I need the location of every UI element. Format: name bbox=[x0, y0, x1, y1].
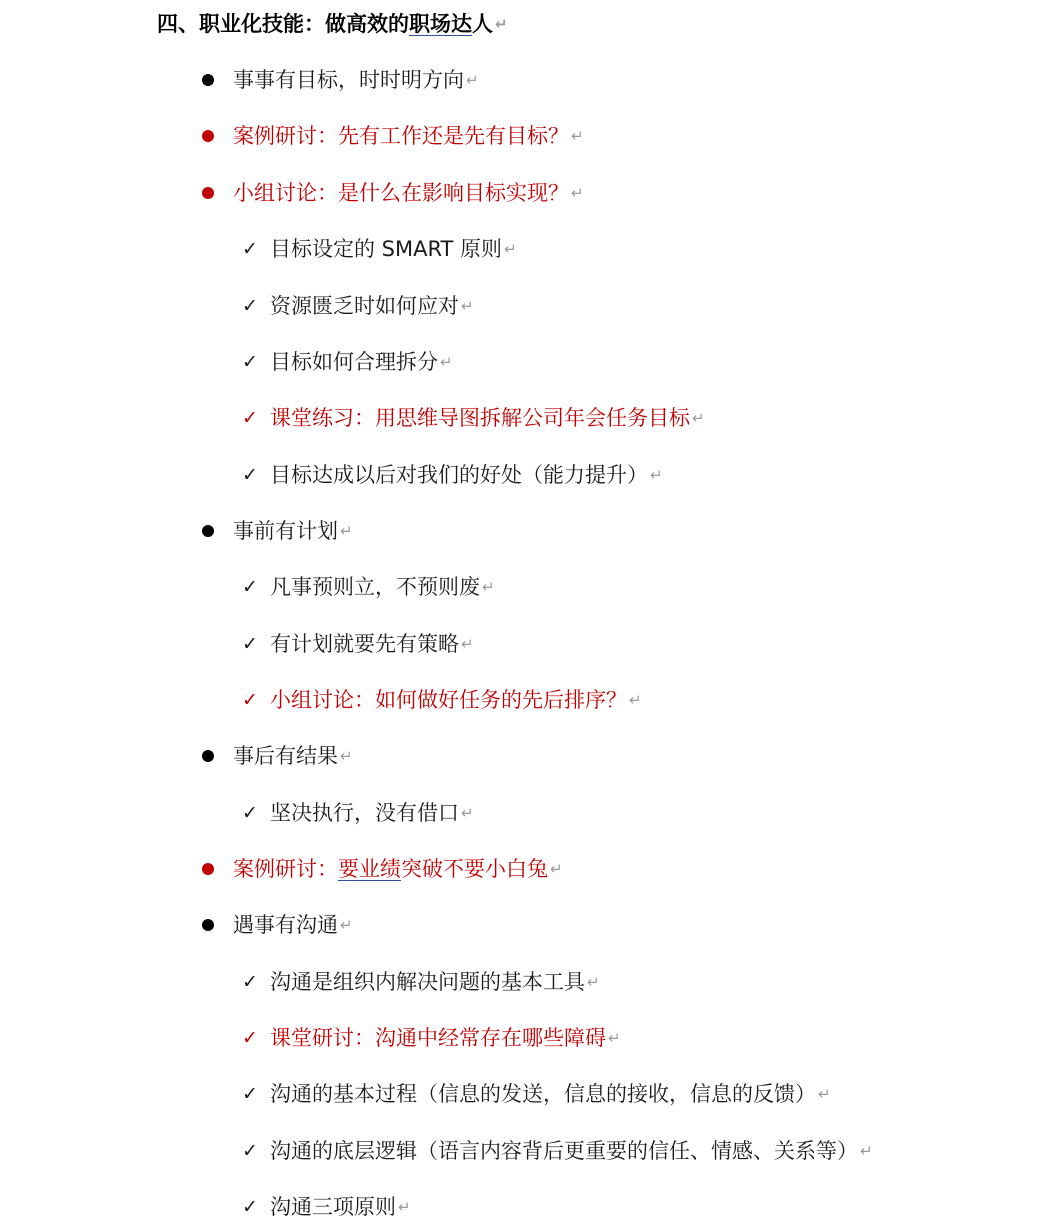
bullet-icon bbox=[202, 863, 214, 875]
check-icon: ✓ bbox=[242, 407, 258, 429]
list-item bbox=[202, 909, 353, 941]
paragraph-mark-icon: ↵ bbox=[818, 1085, 831, 1103]
list-item bbox=[240, 797, 474, 829]
list-item bbox=[202, 853, 563, 885]
list-item bbox=[240, 1135, 873, 1167]
list-item-text: 案例研讨： bbox=[233, 857, 338, 881]
list-item bbox=[202, 64, 479, 96]
check-icon: ✓ bbox=[242, 802, 258, 824]
bullet-icon bbox=[202, 130, 214, 142]
list-item bbox=[240, 459, 663, 491]
section-heading bbox=[157, 8, 508, 40]
list-item bbox=[240, 1078, 831, 1110]
paragraph-mark-icon: ↵ bbox=[860, 1142, 873, 1160]
list-item bbox=[202, 120, 584, 152]
list-item-text: 目标设定的 SMART 原则 bbox=[270, 237, 503, 261]
check-icon: ✓ bbox=[242, 633, 258, 655]
paragraph-mark-icon: ↵ bbox=[692, 409, 705, 427]
list-item-text: 案例研讨：先有工作还是先有目标？ bbox=[233, 124, 569, 148]
paragraph-mark-icon: ↵ bbox=[495, 15, 508, 33]
list-item-text: 小组讨论：如何做好任务的先后排序？ bbox=[270, 688, 627, 712]
list-item bbox=[240, 1022, 621, 1054]
paragraph-mark-icon: ↵ bbox=[504, 240, 517, 258]
check-icon: ✓ bbox=[242, 464, 258, 486]
list-item bbox=[240, 402, 705, 434]
list-item-text: 事前有计划 bbox=[233, 519, 338, 543]
list-item-text: 课堂研讨：沟通中经常存在哪些障碍 bbox=[270, 1026, 606, 1050]
list-item-text: 目标达成以后对我们的好处（能力提升） bbox=[270, 463, 648, 487]
bullet-icon bbox=[202, 187, 214, 199]
list-item bbox=[240, 571, 495, 603]
bullet-icon bbox=[202, 74, 214, 86]
paragraph-mark-icon: ↵ bbox=[466, 71, 479, 89]
list-item-text: 凡事预则立，不预则废 bbox=[270, 575, 480, 599]
list-item bbox=[240, 966, 600, 998]
paragraph-mark-icon: ↵ bbox=[608, 1029, 621, 1047]
paragraph-mark-icon: ↵ bbox=[629, 691, 642, 709]
list-item bbox=[202, 177, 584, 209]
paragraph-mark-icon: ↵ bbox=[461, 635, 474, 653]
paragraph-mark-icon: ↵ bbox=[571, 184, 584, 202]
list-item bbox=[202, 740, 353, 772]
paragraph-mark-icon: ↵ bbox=[340, 747, 353, 765]
list-item bbox=[240, 1191, 411, 1223]
check-icon: ✓ bbox=[242, 689, 258, 711]
paragraph-mark-icon: ↵ bbox=[340, 522, 353, 540]
paragraph-mark-icon: ↵ bbox=[398, 1198, 411, 1216]
paragraph-mark-icon: ↵ bbox=[440, 353, 453, 371]
list-item bbox=[240, 290, 474, 322]
list-item-text-end: 突破不要小白兔 bbox=[401, 857, 548, 881]
list-item bbox=[240, 346, 453, 378]
list-item-text: 课堂练习：用思维导图拆解公司年会任务目标 bbox=[270, 406, 690, 430]
list-item-text: 沟通是组织内解决问题的基本工具 bbox=[270, 970, 585, 994]
heading-underlined-text: 职场达 bbox=[409, 12, 472, 36]
bullet-icon bbox=[202, 750, 214, 762]
list-item bbox=[202, 515, 353, 547]
heading-text-end: 人 bbox=[472, 12, 493, 36]
bullet-icon bbox=[202, 919, 214, 931]
paragraph-mark-icon: ↵ bbox=[461, 297, 474, 315]
paragraph-mark-icon: ↵ bbox=[571, 127, 584, 145]
heading-text: 四、职业化技能：做高效的 bbox=[157, 12, 409, 36]
paragraph-mark-icon: ↵ bbox=[461, 804, 474, 822]
list-item bbox=[240, 628, 474, 660]
paragraph-mark-icon: ↵ bbox=[482, 578, 495, 596]
check-icon: ✓ bbox=[242, 1140, 258, 1162]
list-item-text: 坚决执行，没有借口 bbox=[270, 801, 459, 825]
check-icon: ✓ bbox=[242, 351, 258, 373]
list-item bbox=[240, 684, 642, 716]
list-item-text: 事后有结果 bbox=[233, 744, 338, 768]
list-item-text: 小组讨论：是什么在影响目标实现？ bbox=[233, 181, 569, 205]
check-icon: ✓ bbox=[242, 971, 258, 993]
list-item-text: 沟通的基本过程（信息的发送，信息的接收，信息的反馈） bbox=[270, 1082, 816, 1106]
list-item-text: 沟通的底层逻辑（语言内容背后更重要的信任、情感、关系等） bbox=[270, 1139, 858, 1163]
list-item-text: 沟通三项原则 bbox=[270, 1195, 396, 1219]
list-item-underlined-text: 要业绩 bbox=[338, 857, 401, 881]
paragraph-mark-icon: ↵ bbox=[587, 973, 600, 991]
check-icon: ✓ bbox=[242, 576, 258, 598]
list-item-text: 遇事有沟通 bbox=[233, 913, 338, 937]
check-icon: ✓ bbox=[242, 295, 258, 317]
check-icon: ✓ bbox=[242, 1027, 258, 1049]
bullet-icon bbox=[202, 525, 214, 537]
list-item-text: 目标如何合理拆分 bbox=[270, 350, 438, 374]
paragraph-mark-icon: ↵ bbox=[340, 916, 353, 934]
check-icon: ✓ bbox=[242, 1196, 258, 1218]
list-item-text: 事事有目标，时时明方向 bbox=[233, 68, 464, 92]
list-item-text: 有计划就要先有策略 bbox=[270, 632, 459, 656]
list-item bbox=[240, 233, 517, 265]
check-icon: ✓ bbox=[242, 1083, 258, 1105]
list-item-text: 资源匮乏时如何应对 bbox=[270, 294, 459, 318]
check-icon: ✓ bbox=[242, 238, 258, 260]
paragraph-mark-icon: ↵ bbox=[650, 466, 663, 484]
paragraph-mark-icon: ↵ bbox=[550, 860, 563, 878]
